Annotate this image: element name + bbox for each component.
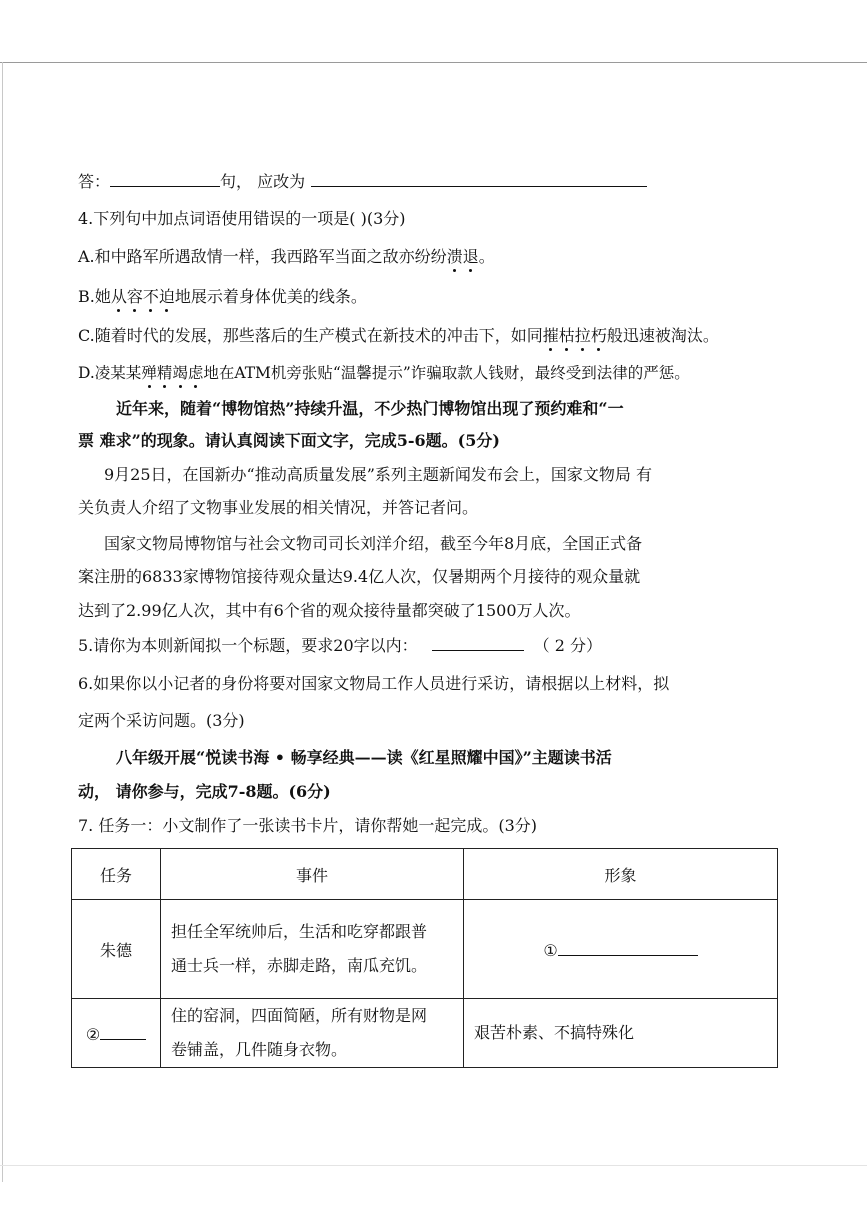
dotted-char: 竭 (172, 364, 188, 382)
row-1-event (161, 900, 464, 999)
option-b-text: B.她 (78, 287, 111, 306)
answer-line (78, 170, 647, 193)
question-6-line-2: 定两个采访问题。(3分) (78, 711, 245, 730)
news-paragraph-2-line-2: 案注册的6833家博物馆接待观众量达9.4亿人次，仅暑期两个月接待的观众量就 (78, 567, 641, 586)
question-4-option-b (78, 286, 367, 308)
row-1-image (464, 900, 778, 999)
page-left-border (2, 62, 3, 1182)
question-4-option-c (78, 325, 719, 347)
table-row (72, 900, 778, 999)
answer-middle: 句， 应改为 (220, 172, 306, 191)
blank-marker-1: ① (543, 940, 558, 960)
dotted-char: 殚 (141, 364, 157, 382)
section-2-intro-line-1: 八年级开展“悦读书海 • 畅享经典——读《红星照耀中国》”主题读书活 (116, 748, 612, 767)
news-paragraph-1-line-1: 9月25日，在国新办“推动高质量发展”系列主题新闻发布会上，国家文物局 有 (104, 465, 652, 484)
reading-card-table (71, 848, 778, 1068)
row-1-image-blank[interactable] (558, 939, 698, 956)
question-4-stem: 4.下列句中加点词语使用错误的一项是( )(3分) (78, 209, 406, 228)
answer-prefix: 答： (78, 172, 111, 191)
question-5 (78, 634, 602, 657)
row-2-event-line-1: 住的窑洞，四面简陋，所有财物是网 (171, 1006, 428, 1025)
dotted-char: 朽 (590, 326, 607, 345)
option-a-text: A.和中路军所遇敌情一样，我西路军当面之敌亦纷纷 (78, 247, 447, 266)
dotted-char: 精 (156, 364, 173, 382)
row-2-image-text: 艰苦朴素、不搞特殊化 (474, 1023, 635, 1042)
question-7-text: 7. 任务一：小文制作了一张读书卡片，请你帮她一起完成。(3分) (78, 816, 538, 835)
dotted-char: 摧 (542, 326, 559, 345)
section-2-intro-line-2: 动， 请你参与，完成7-8题。(6分) (78, 782, 331, 801)
section-1-intro-line-1: 近年来，随着“博物馆热”持续升温，不少热门博物馆出现了预约难和“一 (116, 399, 624, 418)
header-event: 事件 (161, 849, 464, 900)
table-row (72, 999, 778, 1068)
dotted-char: 退 (462, 247, 479, 266)
dotted-char: 从 (110, 287, 127, 306)
dotted-char: 虑 (187, 364, 204, 382)
option-b-end: 地展示着身体优美的线条。 (174, 287, 367, 306)
option-c-end: 般迅速被淘汰。 (606, 326, 719, 345)
question-4-option-a (78, 246, 495, 268)
row-2-image (464, 999, 778, 1068)
option-c-dotted-word (543, 326, 607, 345)
row-2-task-blank[interactable] (100, 1023, 146, 1040)
table-header-row (72, 849, 778, 900)
option-a-end: 。 (478, 247, 495, 266)
option-d-text: D.凌某某 (78, 364, 142, 382)
question-5-title-blank[interactable] (432, 634, 524, 651)
answer-blank-sentence[interactable] (110, 170, 220, 187)
page-top-border (0, 62, 867, 63)
news-paragraph-1-line-2: 关负责人介绍了文物事业发展的相关情况，并答记者问。 (78, 498, 479, 517)
row-2-event (161, 999, 464, 1068)
option-c-text: C.随着时代的发展，那些落后的生产模式在新技术的冲击下，如同 (78, 326, 543, 345)
dotted-char: 迫 (158, 287, 175, 306)
answer-blank-correction[interactable] (311, 170, 647, 187)
row-2-task (72, 999, 161, 1068)
row-1-task: 朱德 (72, 900, 161, 999)
question-5-text: 5.请你为本则新闻拟一个标题，要求20字以内： (78, 636, 418, 655)
dotted-char: 不 (142, 287, 159, 306)
header-image: 形象 (464, 849, 778, 900)
option-a-dotted-word (447, 247, 479, 266)
section-1-intro-line-2: 票 难求”的现象。请认真阅读下面文字，完成5-6题。(5分) (78, 431, 500, 450)
dotted-char: 容 (126, 287, 143, 306)
dotted-char: 拉 (574, 326, 591, 345)
option-d-end: 地在ATM机旁张贴“温馨提示”诈骗取款人钱财，最终受到法律的严惩。 (203, 364, 690, 382)
news-paragraph-2-line-1: 国家文物局博物馆与社会文物司司长刘洋介绍，截至今年8月底，全国正式备 (104, 534, 643, 553)
question-4-option-d (78, 362, 690, 384)
page-bottom-border (0, 1165, 867, 1166)
option-b-dotted-word (111, 287, 175, 306)
header-task: 任务 (72, 849, 161, 900)
dotted-char: 溃 (446, 247, 463, 266)
dotted-char: 枯 (558, 326, 575, 345)
option-d-dotted-word (141, 364, 203, 382)
question-6-line-1: 6.如果你以小记者的身份将要对国家文物局工作人员进行采访，请根据以上材料，拟 (78, 674, 670, 693)
row-1-event-line-1: 担任全军统帅后，生活和吃穿都跟普 (171, 922, 428, 941)
news-paragraph-2-line-3: 达到了2.99亿人次，其中有6个省的观众接待量都突破了1500万人次。 (78, 601, 581, 620)
row-2-event-line-2: 卷铺盖，几件随身衣物。 (171, 1040, 348, 1059)
blank-marker-2: ② (85, 1024, 101, 1044)
row-1-event-line-2: 通士兵一样，赤脚走路，南瓜充饥。 (171, 956, 428, 975)
question-5-score: （ 2 分） (533, 636, 602, 655)
